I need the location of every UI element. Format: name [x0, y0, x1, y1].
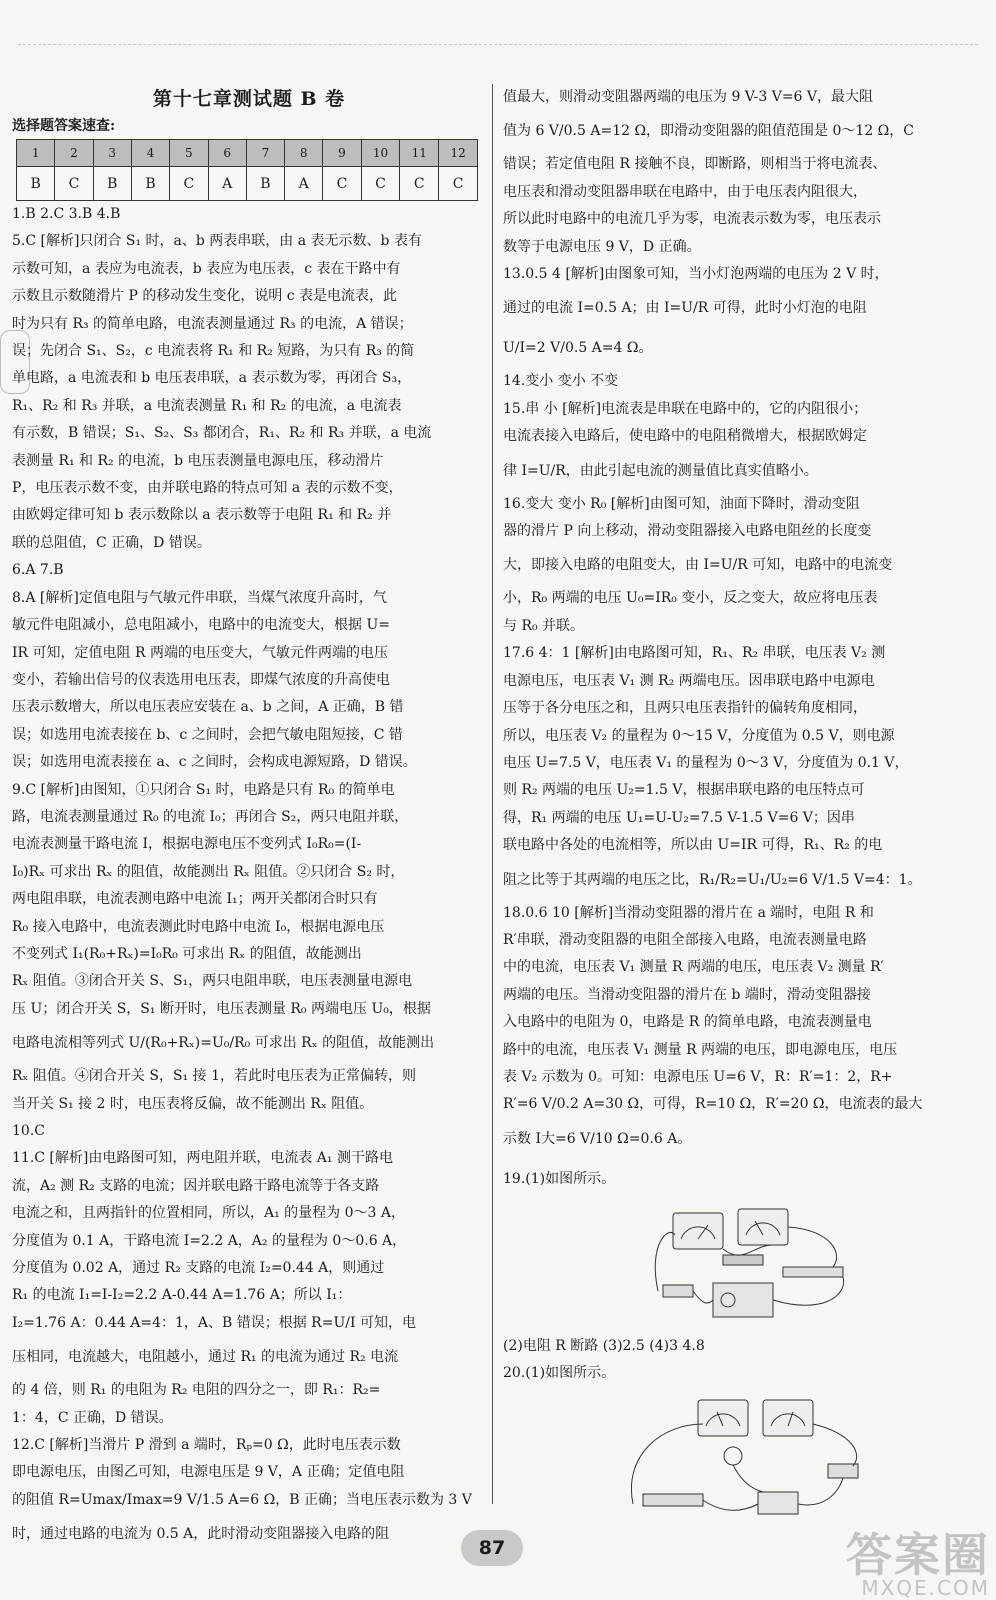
answer-text-line: 1.B 2.C 3.B 4.B	[12, 206, 121, 222]
answer-letter-cell: C	[55, 167, 93, 201]
answer-text-line: 所以此时电路中的电流几乎为零，电流表示数为零，电压表示	[503, 211, 881, 228]
answer-number-cell: 4	[131, 140, 169, 167]
answer-text-line: 律 I=U/R，由此引起电流的测量值比真实值略小。	[503, 462, 818, 479]
answer-text-line: 压 U；闭合开关 S，S₁ 断开时，电压表测量 R₀ 两端电压 U₀，根据	[12, 1000, 431, 1017]
answer-text-line: R′=6 V/0.2 A=30 Ω，可得，R=10 Ω，R′=20 Ω，电流表的最大	[503, 1096, 923, 1113]
answer-table	[16, 139, 478, 201]
answer-text-line: Rₓ 阻值。③闭合开关 S、S₁，两只电阻串联，电压表测量电源电	[12, 973, 413, 990]
answer-text-line: U/I=2 V/0.5 A=4 Ω。	[503, 340, 653, 357]
answer-text-line: 中的电流，电压表 V₁ 测量 R 两端的电压，电压表 V₂ 测量 R′	[503, 959, 884, 976]
left-column	[12, 80, 486, 1554]
answer-text-line: 15.串 小 [解析]电流表是串联在电路中的，它的内阻很小；	[503, 400, 868, 417]
answer-text-line: P，电压表示数不变，由并联电路的特点可知 a 表的示数不变，	[12, 480, 403, 497]
answer-text-line: 示数且示数随滑片 P 的移动发生变化，说明 c 表是电流表，此	[12, 288, 398, 305]
watermark	[790, 1528, 990, 1600]
watermark-url: MXQE.COM	[861, 1576, 990, 1600]
answer-text-line: 时为只有 R₃ 的简单电路，电流表测量通过 R₃ 的电流，A 错误；	[12, 315, 413, 332]
circuit-diagram-19	[653, 1205, 853, 1323]
answer-text-line: 分度值为 0.02 A，通过 R₂ 支路的电流 I₂=0.44 A，则通过	[12, 1260, 385, 1277]
answer-number-cell: 10	[361, 140, 400, 167]
answer-text-line: 18.0.6 10 [解析]当滑动变阻器的滑片在 a 端时，电阻 R 和	[503, 904, 874, 921]
answer-text-line: 电源电压，电压表 V₁ 测 R₂ 两端电压。因串联电路中电源电	[503, 672, 875, 689]
answer-text-line: 表 V₂ 示数为 0。可知：电源电压 U=6 V，R：R′=1：2，R+	[503, 1068, 893, 1085]
answer-text-line: 的 4 倍，则 R₁ 的电阻为 R₂ 电阻的四分之一，即 R₁：R₂=	[12, 1382, 381, 1399]
answer-text-line: 即电源电压，由图乙可知，电源电压是 9 V，A 正确；定值电阻	[12, 1464, 405, 1481]
answer-text-line: Rₓ 阻值。④闭合开关 S，S₁ 接 1，若此时电压表为正常偏转，则	[12, 1068, 416, 1085]
answer-text-line: 由欧姆定律可知 b 表示数除以 a 表示数等于电阻 R₁ 和 R₂ 并	[12, 507, 392, 524]
answer-text-line: 变小，若输出信号的仪表选用电压表，即煤气浓度的升高使电	[12, 671, 390, 688]
answer-text-line: 压相同，电流越大，电阻越小，通过 R₁ 的电流为通过 R₂ 电流	[12, 1349, 399, 1366]
q19-circuit-figure	[653, 1205, 985, 1327]
answer-text-line: 路，电流表测量通过 R₀ 的电流 I₀；再闭合 S₂，两只电阻并联，	[12, 808, 409, 825]
answer-number-cell: 3	[93, 140, 131, 167]
answer-text-line: 与 R₀ 并联。	[503, 617, 585, 634]
answer-text-line: 的阻值 R=Umax/Imax=9 V/1.5 A=6 Ω，B 正确；当电压表示数为 3 V	[12, 1491, 472, 1508]
answer-table-heading: 选择题答案速查:	[12, 118, 116, 134]
answer-text-line: 得，R₁ 两端的电压 U₁=U-U₂=7.5 V-1.5 V=6 V；因串	[503, 809, 855, 826]
answer-text-line: 单电路，a 电流表和 b 电压表串联，a 表示数为零，再闭合 S₃，	[12, 370, 412, 387]
answer-text-line: R₁ 的电流 I₁=I-I₂=2.2 A-0.44 A=1.76 A；所以 I₁：	[12, 1287, 352, 1304]
answer-text-line: 1：4，C 正确，D 错误。	[12, 1409, 173, 1426]
answer-letter-cell: C	[400, 167, 439, 201]
answer-text-line: I₀)Rₓ 可求出 Rₓ 的阻值，故能测出 Rₓ 阻值。②只闭合 S₂ 时，	[12, 863, 405, 880]
answer-number-cell: 1	[17, 140, 55, 167]
answer-number-cell: 8	[285, 140, 323, 167]
watermark-logo-text: 答案圈	[846, 1528, 990, 1582]
answer-text-line: 压等于各分电压之和，且两只电压表指针的偏转角度相同，	[503, 700, 867, 717]
answer-text-line: 10.C	[12, 1123, 45, 1139]
page-number: 87	[461, 1530, 523, 1566]
answer-text-line: 误；如选用电流表接在 a、c 之间时，会构成电源短路，D 错误。	[12, 754, 417, 771]
answer-letter-cell: B	[131, 167, 169, 201]
answer-text-line: 两端的电压。当滑动变阻器的滑片在 b 端时，滑动变阻器接	[503, 986, 871, 1003]
answer-text-line: 12.C [解析]当滑片 P 滑到 a 端时，Rₚ=0 Ω，此时电压表示数	[12, 1437, 401, 1454]
answer-letter-cell: B	[17, 167, 55, 201]
answer-letter-cell: C	[323, 167, 361, 201]
q20-line: 20.(1)如图所示。	[503, 1365, 616, 1382]
q20-circuit-figure	[623, 1394, 985, 1526]
answer-text-line: R′串联，滑动变阻器的电阻全部接入电路，电流表测量电路	[503, 931, 867, 948]
answer-number-cell: 5	[170, 140, 208, 167]
circuit-diagram-20	[623, 1394, 873, 1522]
answer-text-line: 当开关 S₁ 接 2 时，电压表将反偏，故不能测出 Rₓ 阻值。	[12, 1095, 374, 1112]
answer-text-line: 流，A₂ 测 R₂ 支路的电流；因并联电路干路电流等于各支路	[12, 1177, 380, 1194]
answer-text-line: 表测量 R₁ 和 R₂ 的电流，b 电压表测量电源电压，移动滑片	[12, 452, 384, 469]
answer-text-line: 13.0.5 4 [解析]由图象可知，当小灯泡两端的电压为 2 V 时，	[503, 266, 889, 283]
answer-text-line: 电压 U=7.5 V，电压表 V₁ 的量程为 0～3 V，分度值为 0.1 V，	[503, 754, 909, 771]
answer-text-line: 值最大，则滑动变阻器两端的电压为 9 V-3 V=6 V，最大阻	[503, 89, 874, 105]
answer-text-line: 有示数，B 错误；S₁、S₂、S₃ 都闭合，R₁、R₂ 和 R₃ 并联，a 电流	[12, 425, 432, 442]
answer-text-line: R₀ 接入电路中，电流表测此时电路中电流 I₀，根据电源电压	[12, 918, 385, 935]
answer-text-line: 8.A [解析]定值电阻与气敏元件串联，当煤气浓度升高时，气	[12, 589, 387, 606]
answer-number-cell: 7	[246, 140, 284, 167]
answer-text-line: 所以，电压表 V₂ 的量程为 0～15 V，分度值为 0.5 V，则电源	[503, 727, 895, 744]
answer-text-line: 值为 6 V/0.5 A=12 Ω，即滑动变阻器的阻值范围是 0～12 Ω，C	[503, 123, 915, 140]
answer-letter-cell: A	[285, 167, 323, 201]
answer-text-line: 误；如选用电流表接在 b、c 之间时，会把气敏电阻短接，C 错	[12, 726, 403, 743]
answer-table-number-row	[17, 140, 478, 167]
answer-text-line: 压表示数增大，所以电压表应安装在 a、b 之间，A 正确，B 错	[12, 699, 404, 716]
answer-text-line: IR 可知，定值电阻 R 两端的电压变大，气敏元件两端的电压	[12, 644, 388, 661]
answer-number-cell: 12	[439, 140, 478, 167]
answer-text-line: 大，即接入电路的电阻变大，由 I=U/R 可知，电路中的电流变	[503, 557, 893, 574]
answer-text-line: 小，R₀ 两端的电压 U₀=IR₀ 变小，反之变大，故应将电压表	[503, 590, 878, 607]
answer-text-line: 6.A 7.B	[12, 562, 64, 579]
answer-text-line: 误；先闭合 S₁、S₂，c 电流表将 R₁ 和 R₂ 短路，为只有 R₃ 的简	[12, 343, 415, 360]
answer-text-line: 电流表测量干路电流 I，根据电源电压不变列式 I₀R₀=(I-	[12, 836, 362, 853]
answer-text-line: 19.(1)如图所示。	[503, 1170, 616, 1187]
answer-text-line: 两电阻串联，电流表测电路中电流 I₁；两开关都闭合时只有	[12, 891, 378, 908]
answer-text-line: 时，通过电路的电流为 0.5 A，此时滑动变阻器接入电路的阻	[12, 1526, 390, 1543]
answer-letter-cell: C	[361, 167, 400, 201]
answer-text-line: 通过的电流 I=0.5 A；由 I=U/R 可得，此时小灯泡的电阻	[503, 300, 867, 317]
answer-text-line: 分度值为 0.1 A，干路电流 I=2.2 A，A₂ 的量程为 0～0.6 A，	[12, 1232, 407, 1249]
answer-text-line: R₁、R₂ 和 R₃ 并联，a 电流表测量 R₁ 和 R₂ 的电流，a 电流表	[12, 397, 402, 414]
answer-text-line: 器的滑片 P 向上移动，滑动变阻器接入电路电阻丝的长度变	[503, 523, 872, 540]
answer-text-line: 17.6 4：1 [解析]由电路图可知，R₁、R₂ 串联，电压表 V₂ 测	[503, 645, 886, 662]
right-column	[503, 84, 985, 1532]
answer-number-cell: 6	[208, 140, 246, 167]
answer-text-line: 示数可知，a 表应为电流表，b 表应为电压表，c 表在干路中有	[12, 260, 401, 277]
answer-table-answer-row	[17, 167, 478, 201]
answer-text-line: 阻之比等于其两端的电压之比，R₁/R₂=U₁/U₂=6 V/1.5 V=4：1。	[503, 871, 922, 888]
answer-text-line: 5.C [解析]只闭合 S₁ 时，a、b 两表串联，由 a 表无示数、b 表有	[12, 233, 422, 250]
answer-text-line: 数等于电源电压 9 V，D 正确。	[503, 238, 701, 255]
answer-text-line: 电流表接入电路后，使电路中的电阻稍微增大，根据欧姆定	[503, 428, 867, 445]
answer-text-line: 示数 I大=6 V/10 Ω=0.6 A。	[503, 1130, 692, 1147]
column-divider	[492, 84, 493, 1504]
header-rule	[18, 44, 978, 45]
answer-number-cell: 2	[55, 140, 93, 167]
answer-text-line: 联的总阻值，C 正确，D 错误。	[12, 534, 211, 551]
answer-letter-cell: B	[93, 167, 131, 201]
answer-number-cell: 11	[400, 140, 439, 167]
answer-text-line: 错误；若定值电阻 R 接触不良，即断路，则相当于将电流表、	[503, 156, 887, 173]
answer-text-line: 电流之和，且两指针的位置相同，所以，A₁ 的量程为 0～3 A，	[12, 1205, 405, 1222]
answer-text-line: 则 R₂ 两端的电压 U₂=1.5 V，根据串联电路的电压特点可	[503, 782, 865, 799]
answer-letter-cell: C	[170, 167, 208, 201]
answer-text-line: 14.变小 变小 不变	[503, 373, 619, 390]
answer-text-line: 9.C [解析]由图知，①只闭合 S₁ 时，电路是只有 R₀ 的简单电	[12, 781, 395, 798]
answer-text-line: 电路电流相等列式 U/(R₀+Rₓ)=U₀/R₀ 可求出 Rₓ 的阻值，故能测出	[12, 1035, 435, 1052]
answer-text-line: 路中的电流，电压表 V₁ 测量 R 两端的电压，即电源电压，电压	[503, 1041, 898, 1058]
answer-text-line: 不变列式 I₁(R₀+Rₓ)=I₀R₀ 可求出 Rₓ 的阻值，故能测出	[12, 945, 362, 962]
right-answer-text	[503, 84, 985, 1199]
answer-number-cell: 9	[323, 140, 361, 167]
answer-letter-cell: C	[439, 167, 478, 201]
answer-letter-cell: A	[208, 167, 246, 201]
answer-text-line: 电压表和滑动变阻器串联在电路中，由于电压表内阻很大，	[503, 183, 867, 200]
answer-text-line: 入电路中的电阻为 0，电路是 R 的简单电路，电流表测量电	[503, 1014, 872, 1031]
answer-text-line: I₂=1.76 A：0.44 A=4：1，A、B 错误；根据 R=U/I 可知，电	[12, 1314, 416, 1331]
q19-part2: (2)电阻 R 断路 (3)2.5 (4)3 4.8	[503, 1337, 705, 1354]
answer-text-line: 敏元件电阻减小，总电阻减小，电路中的电流变大，根据 U=	[12, 617, 390, 634]
answer-text-line: 16.变大 变小 R₀ [解析]由图可知，油面下降时，滑动变阻	[503, 495, 860, 512]
answer-text-line: 11.C [解析]由电路图可知，两电阻并联，电流表 A₁ 测干路电	[12, 1150, 393, 1167]
left-answer-text	[12, 201, 486, 1554]
answer-letter-cell: B	[246, 167, 284, 201]
answer-text-line: 联电路中各处的电流相等，所以由 U=IR 可得，R₁、R₂ 的电	[503, 837, 883, 854]
page-title: 第十七章测试题 B 卷	[152, 88, 346, 110]
